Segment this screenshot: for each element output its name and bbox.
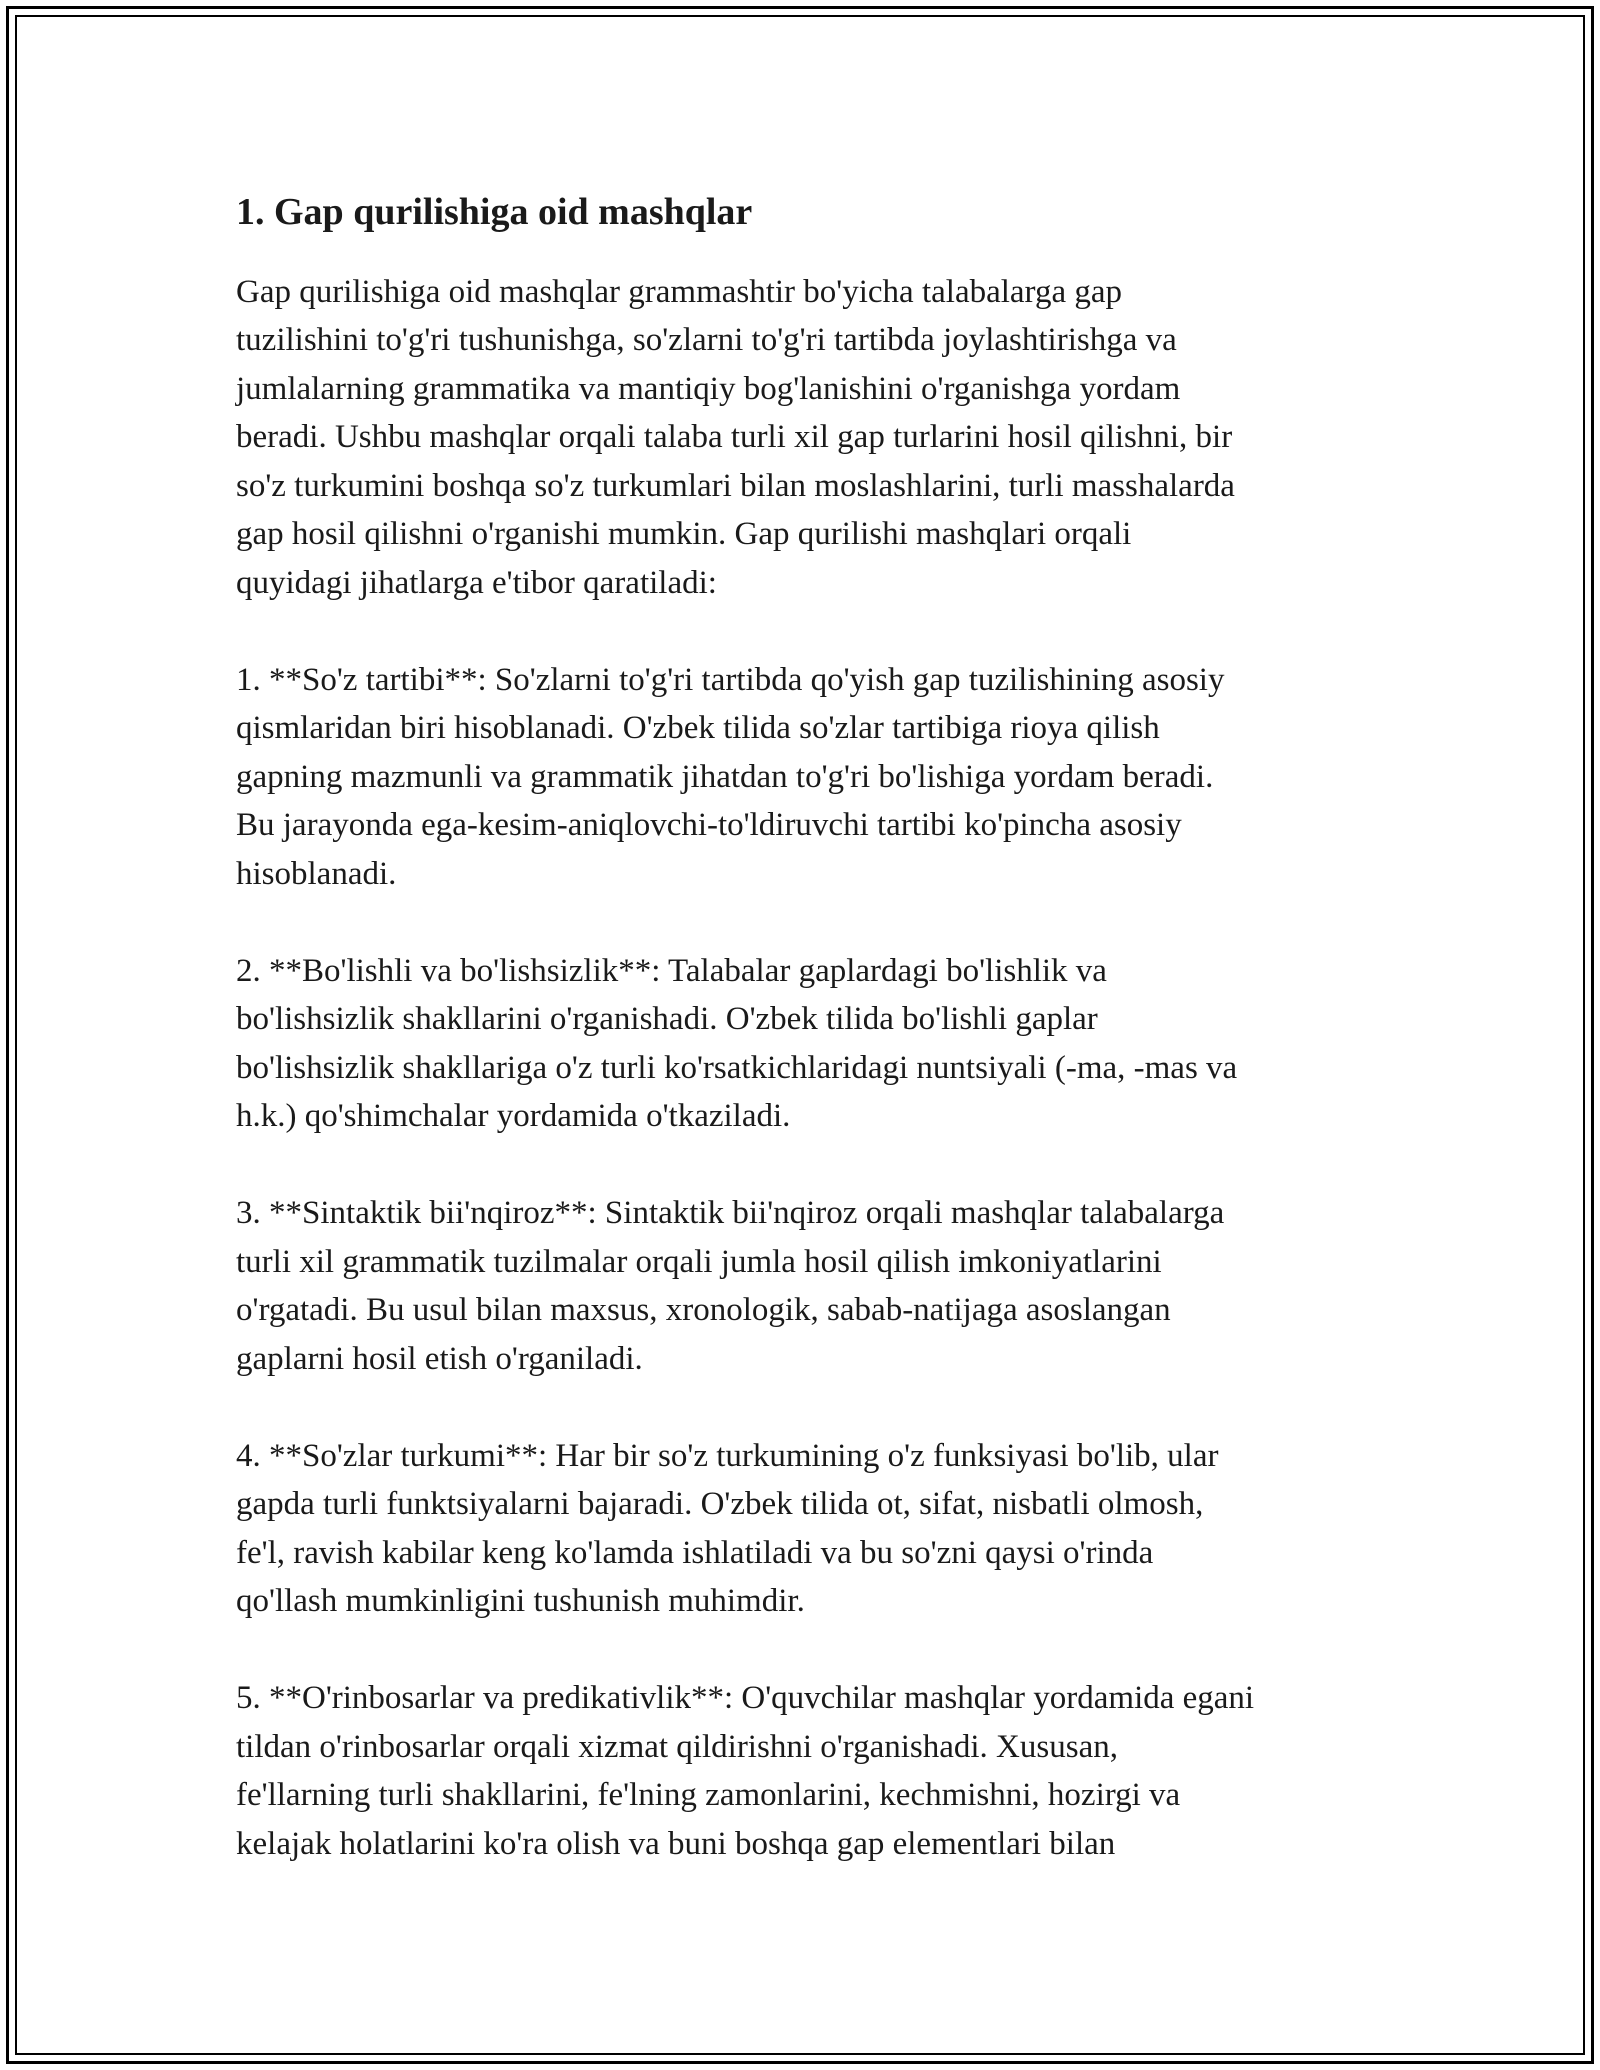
list-item-word-order: 1. **So'z tartibi**: So'zlarni to'g'ri tartibda qo'yish gap tuzilishining asosiy qismlaridan biri hisoblanadi. O'zbek tilida so'zlar tartibiga rioya qilish gapning mazmunli va grammatik jihatdan to'g'ri bo'lishiga yordam beradi. Bu jarayonda ega-kesim-aniqlovchi-to'ldiruvchi tartibi ko'pincha asosiy hisoblanadi. [236, 661, 1225, 892]
list-item-word-classes: 4. **So'zlar turkumi**: Har bir so'z turkumining o'z funksiyasi bo'lib, ular gapda turli funktsiyalarni bajaradi. O'zbek tilida ot, sifat, nisbatli olmosh, fe'l, ravish kabilar keng ko'lamda ishlatiladi va bu so'zni qaysi o'rinda qo'llash mumkinligini tushunish muhimdir. [236, 1437, 1219, 1620]
intro-paragraph: Gap qurilishiga oid mashqlar grammashtir bo'yicha talabalarga gap tuzilishini to'g'ri tushunishga, so'zlarni to'g'ri tartibda joylashtirishga va jumlalarning grammatika va mantiqiy bog'lanishini o'rganishga yordam beradi. Ushbu mashqlar orqali talaba turli xil gap turlarini hosil qilishni, bir so'z turkumini boshqa so'z turkumlari bilan moslashlarini, turli masshalarda gap hosil qilishni o'rganishi mumkin. Gap qurilishi mashqlari orqali quyidagi jihatlarga e'tibor qaratiladi: [236, 273, 1235, 601]
list-item-syntactic: 3. **Sintaktik bii'nqiroz**: Sintaktik bii'nqiroz orqali mashqlar talabalarga turli xil grammatik tuzilmalar orqali jumla hosil qilish imkoniyatlarini o'rgatadi. Bu usul bilan maxsus, xronologik, sabab-natijaga asoslangan gaplarni hosil etish o'rganiladi. [236, 1195, 1225, 1377]
list-item-substitutes-predicativity: 5. **O'rinbosarlar va predikativlik**: O'quvchilar mashqlar yordamida egani tildan o'rinbosarlar orqali xizmat qildirishni o'rganishadi. Xususan, fe'llarning turli shakllarini, fe'lning zamonlarini, kechmishni, hozirgi va kelajak holatlarini ko'ra olish va buni boshqa gap elementlari bilan [236, 1680, 1255, 1862]
document-body [236, 180, 1386, 1917]
list-item-affirmative-negative: 2. **Bo'lishli va bo'lishsizlik**: Talabalar gaplardagi bo'lishlik va bo'lishsizlik shakllarini o'rganishadi. O'zbek tilida bo'lishli gaplar bo'lishsizlik shakllariga o'z turli ko'rsatkichlaridagi nuntsiyali (-ma, -mas va h.k.) qo'shimchalar yordamida o'tkaziladi. [236, 952, 1238, 1135]
section-heading: 1. Gap qurilishiga oid mashqlar [236, 191, 753, 233]
